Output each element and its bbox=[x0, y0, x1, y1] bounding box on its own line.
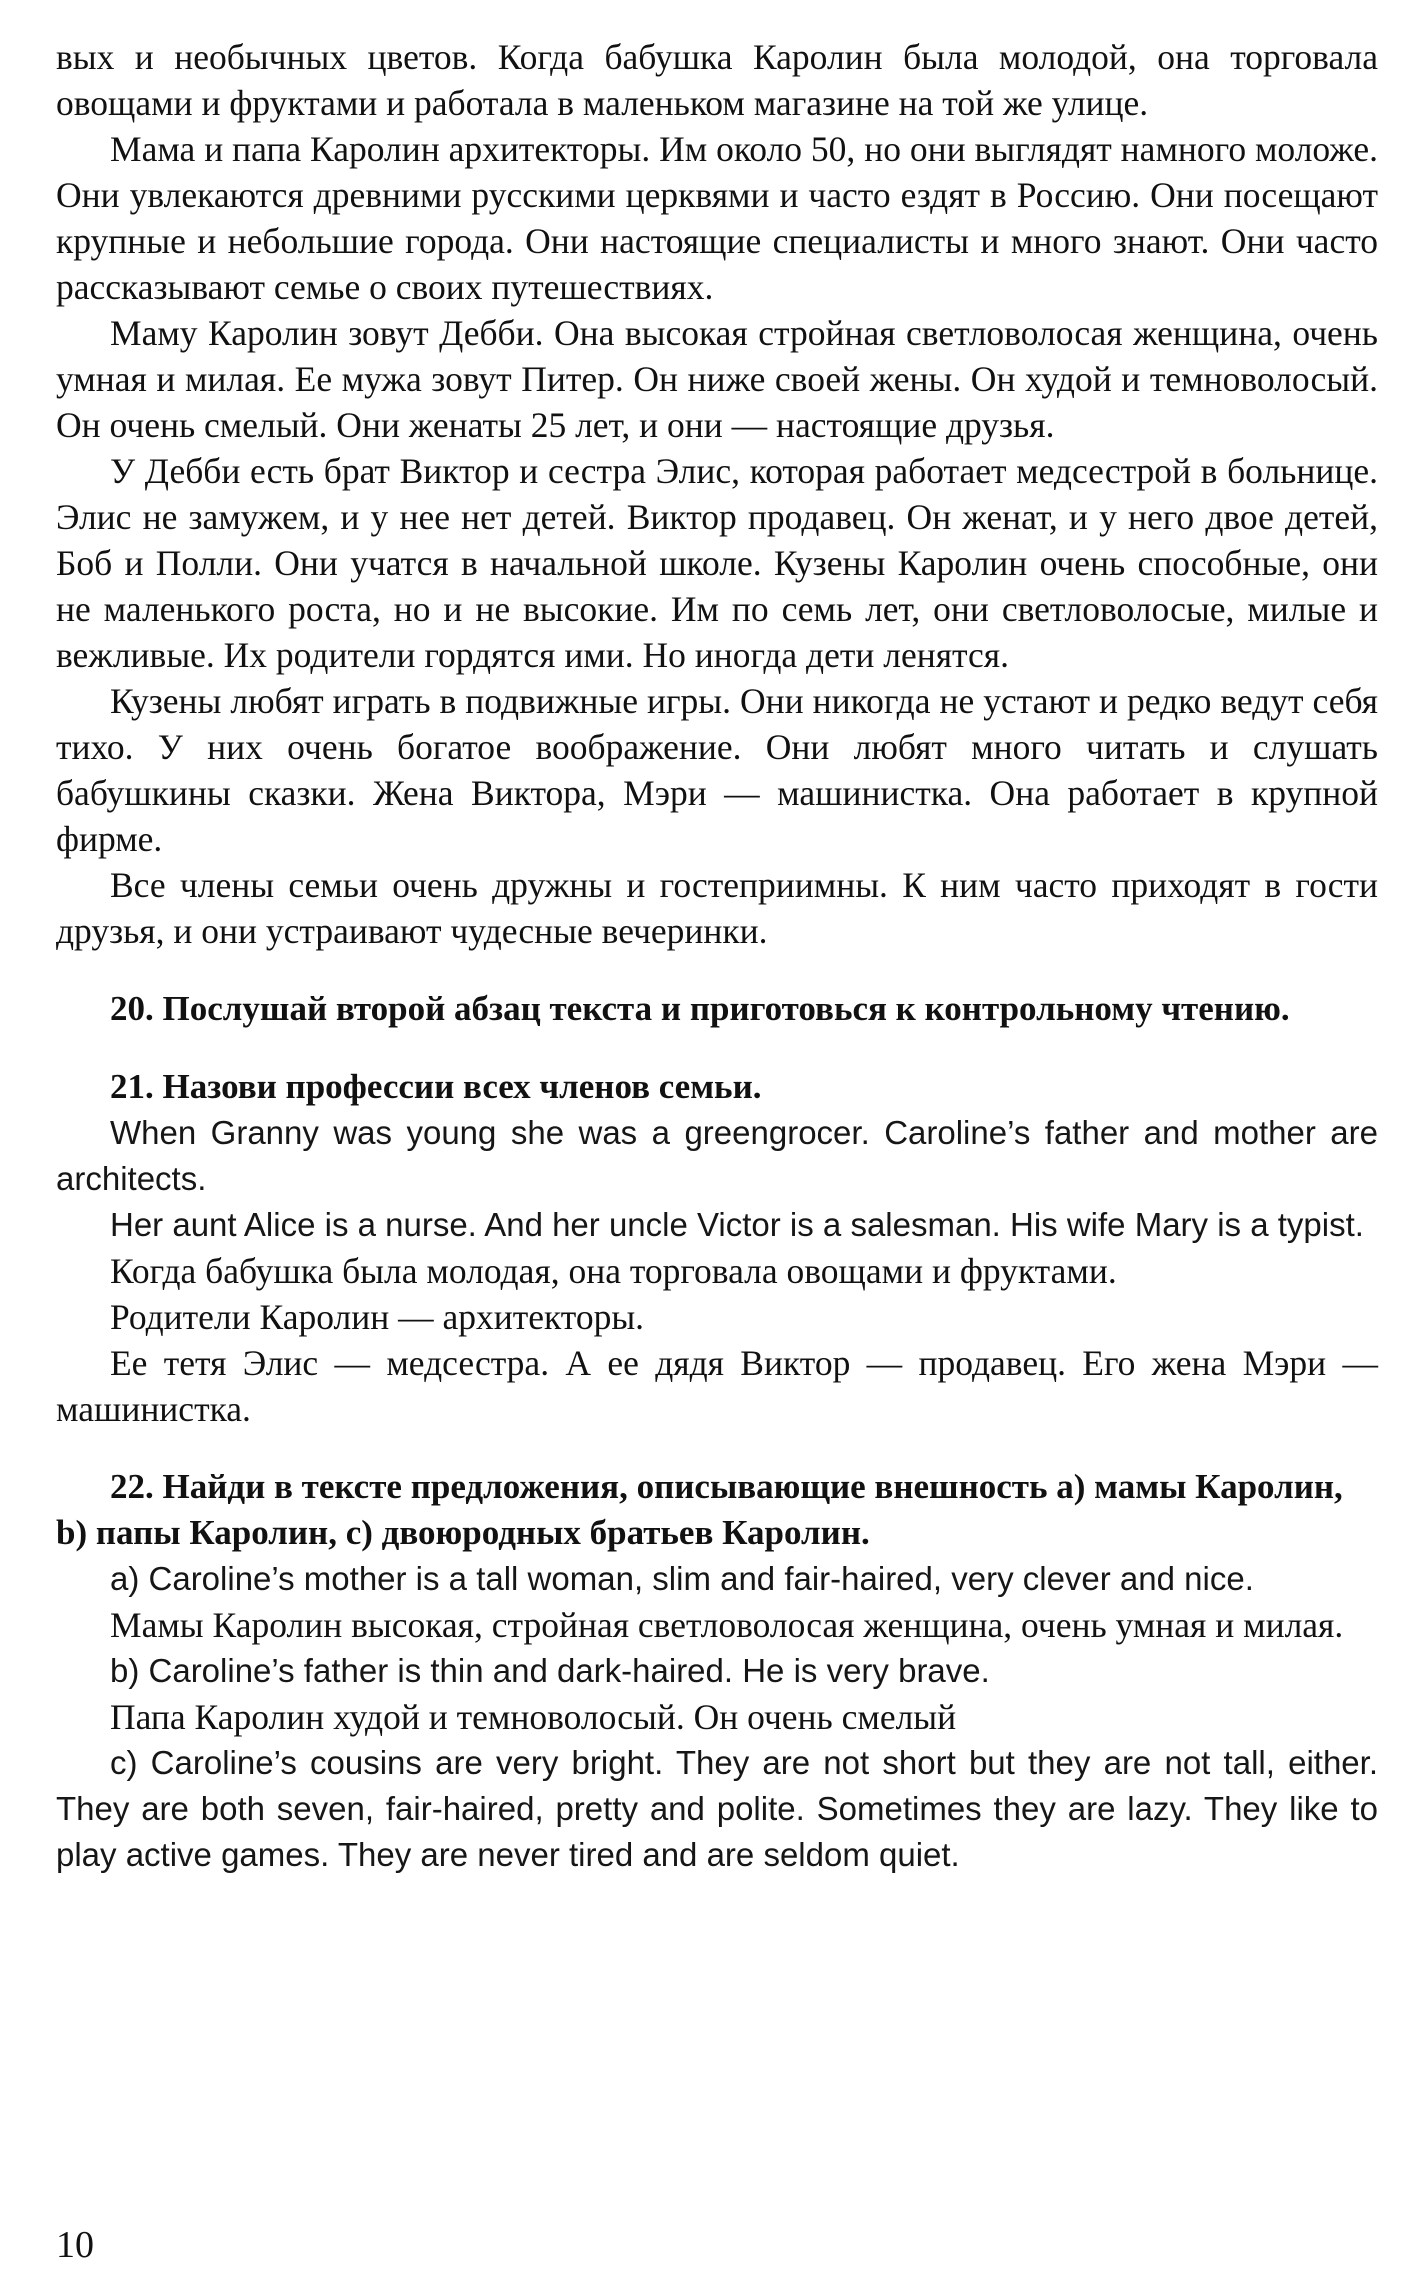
task-21-answer-ru-3: Ее тетя Элис — медсестра. А ее дядя Виктор — продавец. Его жена Мэри — машинистка. bbox=[56, 1343, 1378, 1429]
task-21-heading: 21. Назови профессии всех членов семьи. bbox=[110, 1067, 762, 1106]
task-21-answer-ru-1: Когда бабушка была молодая, она торговала овощами и фруктами. bbox=[110, 1251, 1117, 1291]
intro-paragraph-1: вых и необычных цветов. Когда бабушка Каролин была молодой, она торговала овощами и фруктами и работала в маленьком магазине на той же улице. bbox=[56, 37, 1378, 123]
task-22-heading: 22. Найди в тексте предложения, описывающие внешность a) мамы Каролин, b) папы Каролин, c) двоюродных братьев Каролин. bbox=[56, 1467, 1343, 1552]
task-20-heading: 20. Послушай второй абзац текста и приготовься к контрольному чтению. bbox=[110, 989, 1290, 1028]
task-22-answer-b-ru: Папа Каролин худой и темноволосый. Он очень смелый bbox=[110, 1697, 957, 1737]
intro-paragraph-6: Все члены семьи очень дружны и гостеприимны. К ним часто приходят в гости друзья, и они устраивают чудесные вечеринки. bbox=[56, 865, 1378, 951]
intro-paragraph-5: Кузены любят играть в подвижные игры. Они никогда не устают и редко ведут себя тихо. У них очень богатое воображение. Они любят много читать и слушать бабушкины сказки. Жена Виктора, Мэри — машинистка. Она работает в крупной фирме. bbox=[56, 681, 1378, 859]
task-22-answer-b-en: b) Caroline’s father is thin and dark-haired. He is very brave. bbox=[110, 1652, 990, 1689]
task-22-answer-a-ru: Мамы Каролин высокая, стройная светловолосая женщина, очень умная и милая. bbox=[110, 1605, 1344, 1645]
page-content bbox=[56, 34, 1378, 1878]
task-21-answer-en-1: When Granny was young she was a greengrocer. Caroline’s father and mother are architects. bbox=[56, 1114, 1378, 1197]
intro-paragraph-2: Мама и папа Каролин архитекторы. Им около 50, но они выглядят намного моложе. Они увлекаются древними русскими церквями и часто ездят в Россию. Они посещают крупные и небольшие города. Они настоящие специалисты и много знают. Они часто рассказывают семье о своих путешествиях. bbox=[56, 129, 1378, 307]
intro-paragraph-3: Маму Каролин зовут Дебби. Она высокая стройная светловолосая женщина, очень умная и милая. Ее мужа зовут Питер. Он ниже своей жены. Он худой и темноволосый. Он очень смелый. Они женаты 25 лет, и они — настоящие друзья. bbox=[56, 313, 1378, 445]
page-number: 10 bbox=[56, 2224, 94, 2266]
task-21-answer-ru-2: Родители Каролин — архитекторы. bbox=[110, 1297, 645, 1337]
task-21-answer-en-2: Her aunt Alice is a nurse. And her uncle Victor is a salesman. His wife Mary is a typist. bbox=[110, 1206, 1364, 1243]
task-22-answer-c-en: c) Caroline’s cousins are very bright. They are not short but they are not tall, either. They are both seven, fair-haired, pretty and polite. Sometimes they are lazy. They like to play active games. They are never tired and are seldom quiet. bbox=[56, 1744, 1378, 1873]
task-22-answer-a-en: a) Caroline’s mother is a tall woman, slim and fair-haired, very clever and nice. bbox=[110, 1560, 1254, 1597]
intro-paragraph-4: У Дебби есть брат Виктор и сестра Элис, которая работает медсестрой в больнице. Элис не замужем, и у нее нет детей. Виктор продавец. Он женат, и у него двое детей, Боб и Полли. Они учатся в начальной школе. Кузены Каролин очень способные, они не маленького роста, но и не высокие. Им по семь лет, они светловолосые, милые и вежливые. Их родители гордятся ими. Но иногда дети ленятся. bbox=[56, 451, 1378, 675]
